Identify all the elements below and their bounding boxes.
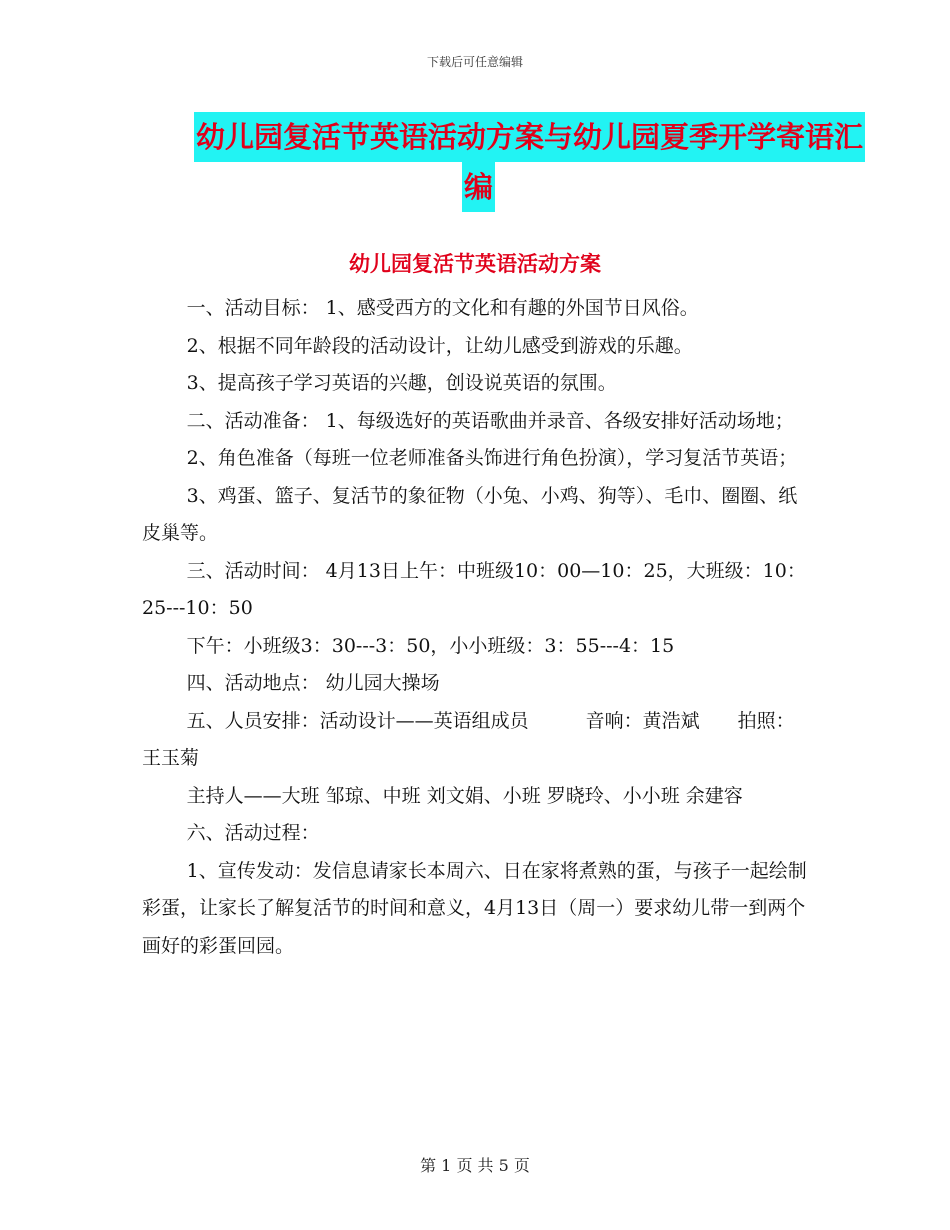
paragraph-staff: 五、人员安排：活动设计——英语组成员 音响：黄浩斌 拍照：王玉菊 bbox=[142, 709, 795, 769]
page-footer: 第 1 页 共 5 页 bbox=[420, 1156, 530, 1175]
document-title-line-1: 幼儿园复活节英语活动方案与幼儿园夏季开学寄语汇 bbox=[194, 112, 865, 162]
paragraph-preparation-3: 3、鸡蛋、篮子、复活节的象征物（小兔、小鸡、狗等）、毛巾、圈圈、纸皮巢等。 bbox=[142, 484, 798, 544]
paragraph-goal-3: 3、提高孩子学习英语的兴趣，创设说英语的氛围。 bbox=[186, 372, 617, 394]
paragraph-preparation: 二、活动准备： 1、每级选好的英语歌曲并录音、各级安排好活动场地； bbox=[186, 409, 794, 432]
paragraph-process: 六、活动过程： bbox=[186, 822, 320, 844]
paragraph-goal-2: 2、根据不同年龄段的活动设计，让幼儿感受到游戏的乐趣。 bbox=[186, 334, 693, 357]
paragraph-goals: 一、活动目标： 1、感受西方的文化和有趣的外国节日风俗。 bbox=[186, 297, 699, 319]
document-title-line-2: 编 bbox=[462, 162, 495, 212]
header-note: 下载后可任意编辑 bbox=[426, 55, 523, 69]
paragraph-hosts: 主持人——大班 邹琼、中班 刘文娟、小班 罗晓玲、小小班 余建容 bbox=[186, 784, 743, 807]
document-body bbox=[142, 290, 810, 965]
paragraph-process-1: 1、宣传发动：发信息请家长本周六、日在家将煮熟的蛋，与孩子一起绘制彩蛋，让家长了解复活节的时间和意义，4月13日（周一）要求幼儿带一到两个画好的彩蛋回园。 bbox=[142, 859, 807, 957]
paragraph-time-afternoon: 下午：小班级3：30---3：50，小小班级：3：55---4：15 bbox=[186, 634, 675, 657]
paragraph-time: 三、活动时间： 4月13日上午：中班级10：00—10：25，大班级：10：25---10：50 bbox=[142, 559, 806, 619]
section-title: 幼儿园复活节英语活动方案 bbox=[349, 252, 601, 276]
paragraph-location: 四、活动地点： 幼儿园大操场 bbox=[186, 672, 440, 694]
paragraph-preparation-2: 2、角色准备（每班一位老师准备头饰进行角色扮演），学习复活节英语； bbox=[186, 447, 798, 469]
